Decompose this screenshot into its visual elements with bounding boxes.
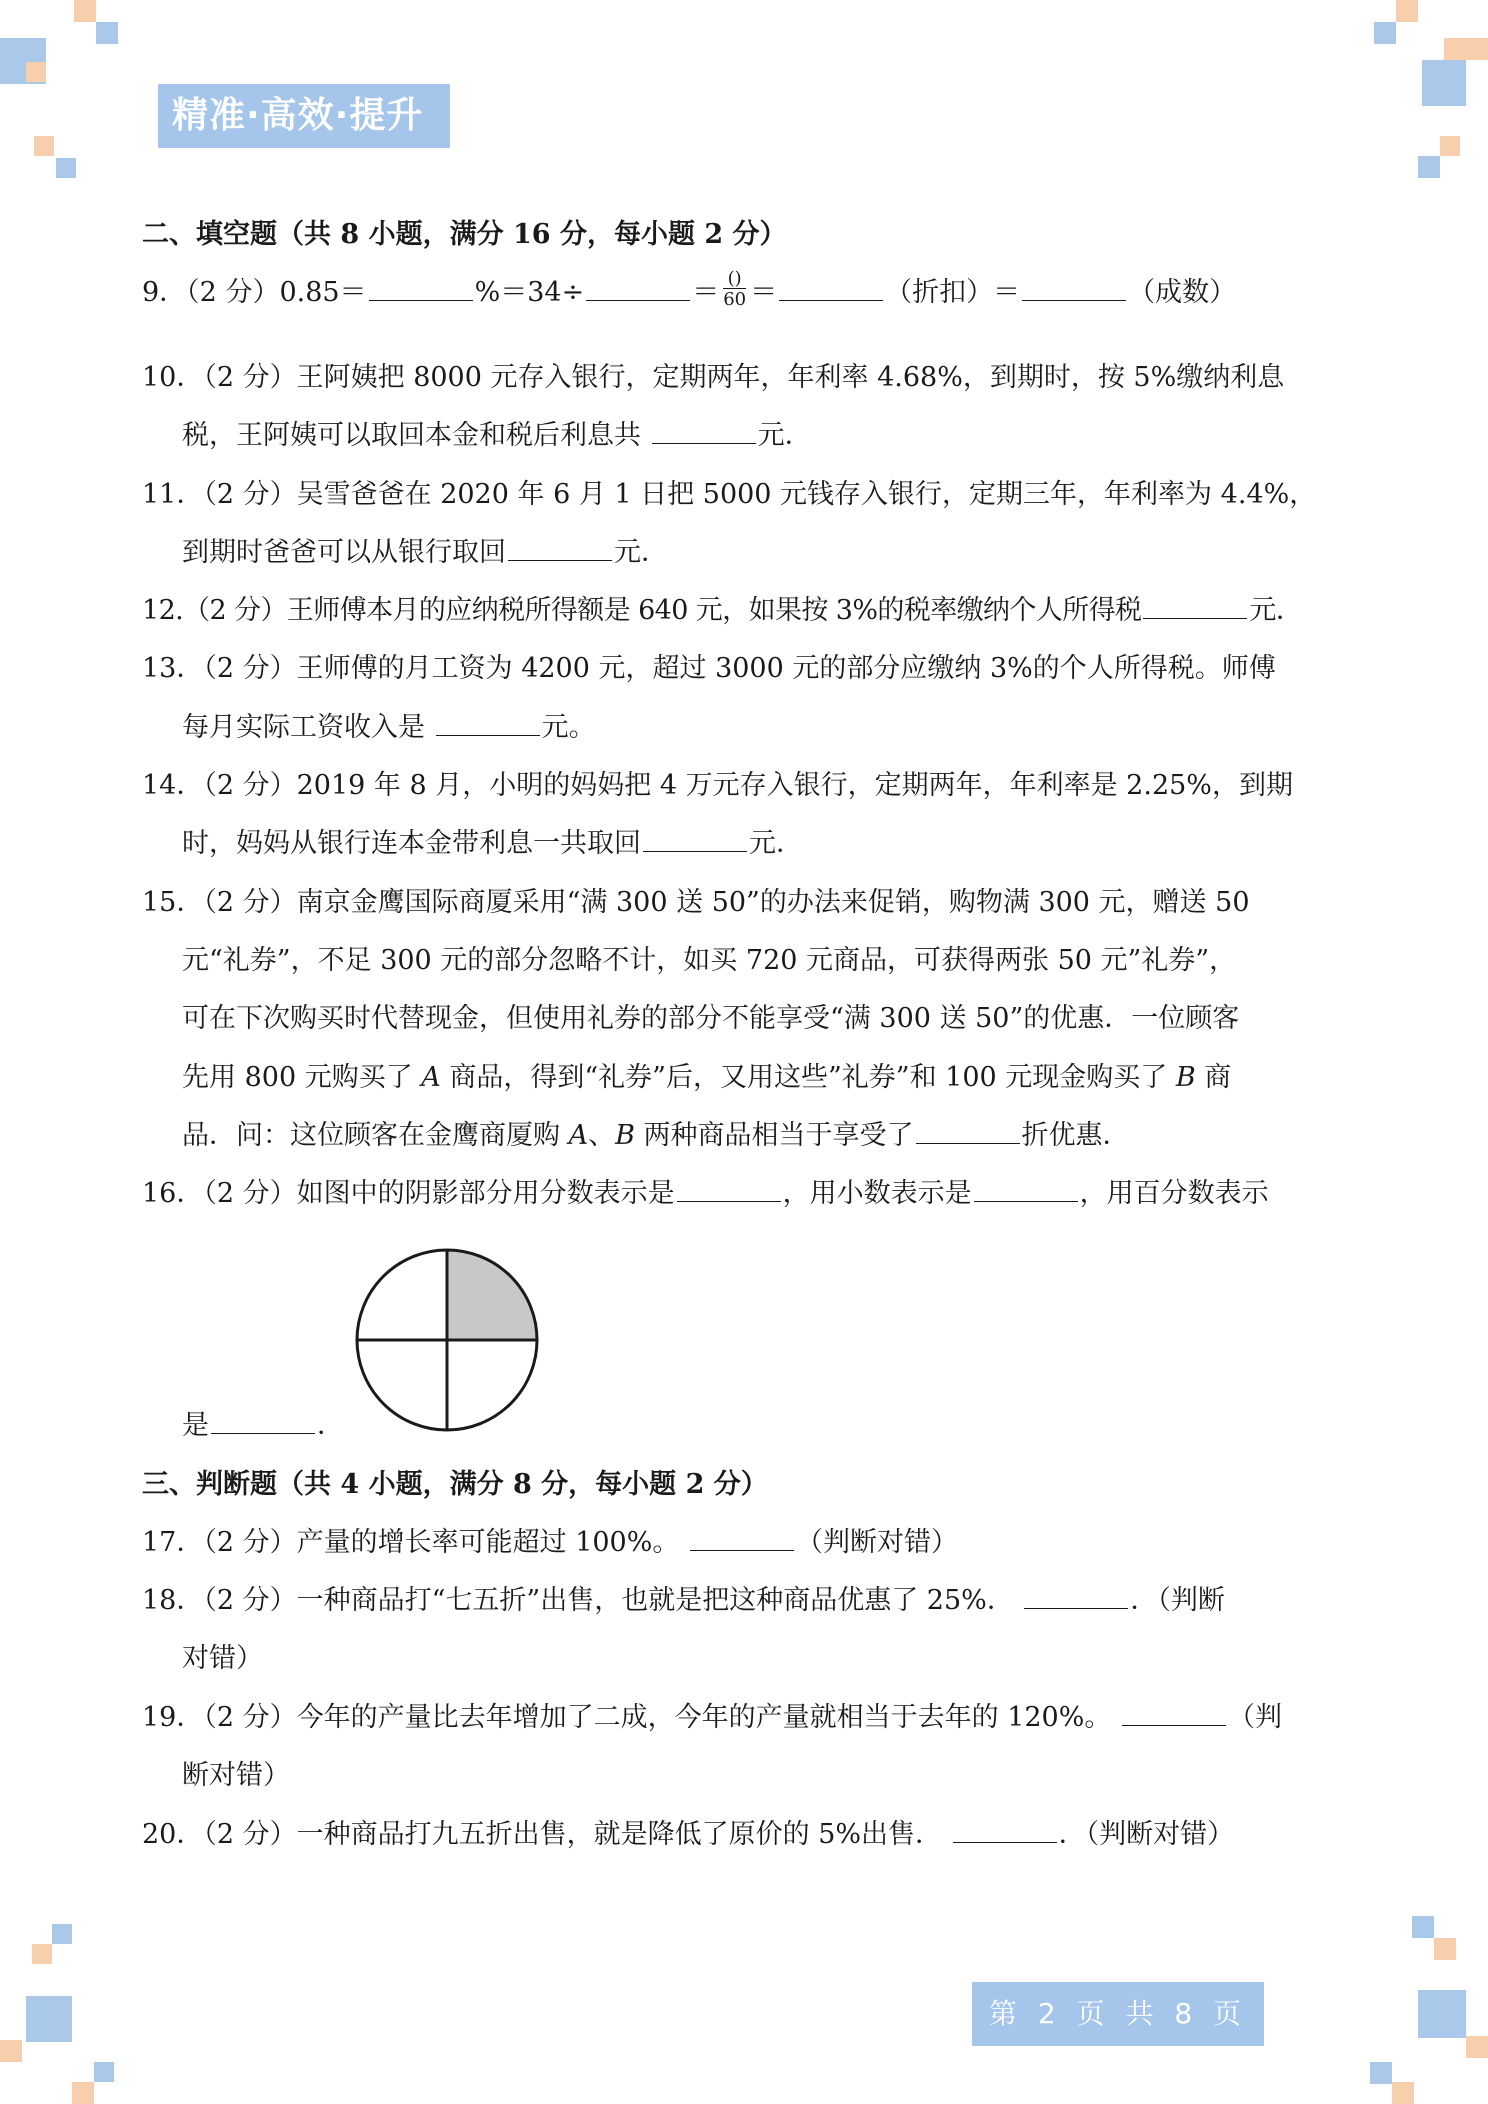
question-11-line-2: 到期时爸爸可以从银行取回 元． [182,533,668,573]
question-13-line-2: 每月实际工资收入是 元。 [182,708,596,748]
question-15-line-1: 15．（2 分）南京金鹰国际商厦采用“满 300 送 50”的办法来促销，购物满 300 元，赠送 50 [142,887,1250,918]
answer-blank[interactable] [974,1175,1078,1202]
question-18-line-1: 18．（2 分）一种商品打“七五折”出售，也就是把这种商品优惠了 25%． ．（判断 [142,1581,1225,1621]
answer-blank[interactable] [369,274,473,301]
question-14-line-1: 14．（2 分）2019 年 8 月，小明的妈妈把 4 万元存入银行，定期两年，年利率是 2.25%，到期 [142,770,1293,801]
question-20: 20．（2 分）一种商品打九五折出售，就是降低了原价的 5%出售． ．（判断对错） [142,1815,1234,1855]
header-badge: 精准·高效·提升 [158,84,450,148]
fraction: $\frac{()}{60}$ [723,268,747,310]
answer-blank[interactable] [1022,274,1126,301]
question-16-line-2: 是 ． [182,1406,344,1446]
question-19-line-2: 断对错） [182,1760,290,1791]
question-19-line-1: 19．（2 分）今年的产量比去年增加了二成，今年的产量就相当于去年的 120%。 （判 [142,1698,1282,1738]
answer-blank[interactable] [1122,1699,1226,1726]
question-15-line-5: 品．问：这位顾客在金鹰商厦购 A、B 两种商品相当于享受了 折优惠． [182,1116,1130,1156]
answer-blank[interactable] [652,417,756,444]
section-heading-fill-blank: 二、填空题（共 8 小题，满分 16 分，每小题 2 分） [142,219,787,250]
answer-blank[interactable] [211,1407,315,1434]
question-12: 12.（2 分）王师傅本月的应纳税所得额是 640 元，如果按 3%的税率缴纳个人所得税 元． [142,591,1302,631]
section-heading-judge: 三、判断题（共 4 小题，满分 8 分，每小题 2 分） [142,1469,768,1500]
answer-blank[interactable] [1143,592,1247,619]
question-15-line-3: 可在下次购买时代替现金，但使用礼券的部分不能享受“满 300 送 50”的优惠．一位顾客 [182,1003,1240,1034]
question-15-line-2: 元“礼券”，不足 300 元的部分忽略不计，如买 720 元商品，可获得两张 50 元”礼券”， [182,945,1237,976]
page-number-badge: 第 2 页 共 8 页 [972,1982,1264,2046]
answer-blank[interactable] [690,1524,794,1551]
question-13-line-1: 13．（2 分）王师傅的月工资为 4200 元，超过 3000 元的部分应缴纳 3%的个人所得税。师傅 [142,653,1276,684]
question-10-line-1: 10．（2 分）王阿姨把 8000 元存入银行，定期两年，年利率 4.68%，到期时，按 5%缴纳利息 [142,362,1285,393]
answer-blank[interactable] [677,1175,781,1202]
question-17: 17．（2 分）产量的增长率可能超过 100%。 （判断对错） [142,1523,958,1563]
question-9: 9．（2 分）0.85＝ %＝34÷ ＝ $\frac{()}{60}$ ＝ （折扣）＝ （成数） [142,268,1237,310]
question-10-line-2: 税，王阿姨可以取回本金和税后利息共 元． [182,416,812,456]
answer-blank[interactable] [916,1117,1020,1144]
answer-blank[interactable] [643,825,747,852]
answer-blank[interactable] [586,274,690,301]
question-16-line-1: 16．（2 分）如图中的阴影部分用分数表示是 ，用小数表示是 ，用百分数表示 [142,1174,1269,1214]
question-15-line-4: 先用 800 元购买了 A 商品，得到“礼券”后，又用这些”礼券”和 100 元现金购买了 B 商 [182,1062,1232,1093]
answer-blank[interactable] [779,274,883,301]
circle-figure [352,1245,542,1435]
question-11-line-1: 11．（2 分）吴雪爸爸在 2020 年 6 月 1 日把 5000 元钱存入银行，定期三年，年利率为 4.4%， [142,479,1317,510]
answer-blank[interactable] [508,534,612,561]
answer-blank[interactable] [436,709,540,736]
question-14-line-2: 时，妈妈从银行连本金带利息一共取回 元． [182,824,803,864]
question-18-line-2: 对错） [182,1643,263,1674]
answer-blank[interactable] [953,1816,1057,1843]
answer-blank[interactable] [1024,1582,1128,1609]
